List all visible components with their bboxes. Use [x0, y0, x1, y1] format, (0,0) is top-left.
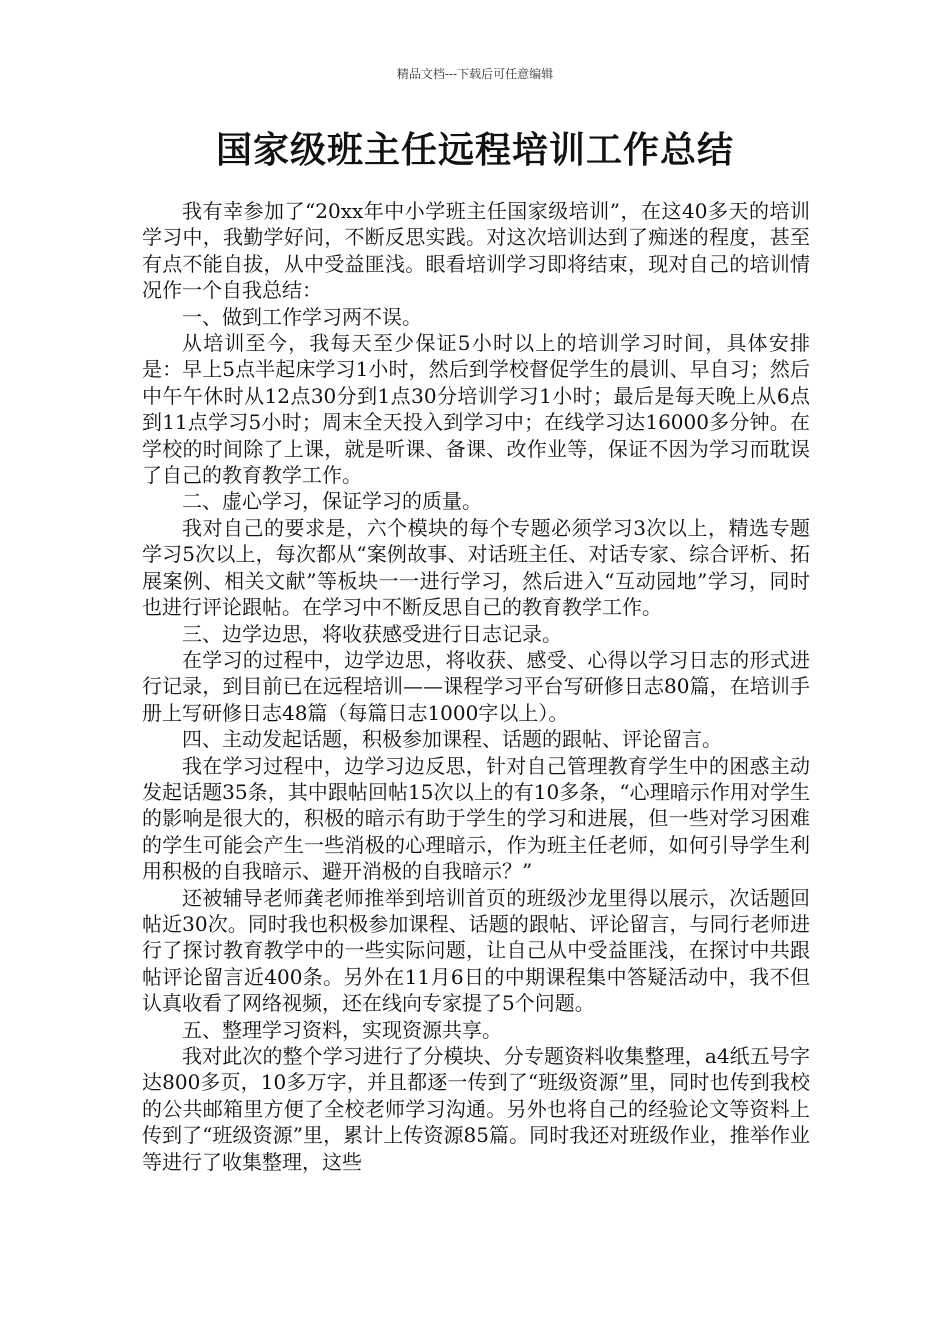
paragraph-4b: 还被辅导老师龚老师推举到培训首页的班级沙龙里得以展示，次话题回帖近30次。同时我也积极参加课程、话题的跟帖、评论留言，与同行老师进行了探讨教育教学中的一些实际问题，让自己从中受益匪浅，在探讨中共跟帖评论留言近400条。另外在11月6日的中期课程集中答疑活动中，我不但认真收看了网络视频，还在线向专家提了5个问题。	[142, 885, 810, 1016]
paragraph-4: 我在学习过程中，边学习边反思，针对自己管理教育学生中的困惑主动发起话题35条，其中跟帖回帖15次以上的有10多条，“心理暗示作用对学生的影响是很大的，积极的暗示有助于学生的学习和进展，但一些对学习困难的学生可能会产生一些消极的心理暗示，作为班主任老师，如何引导学生利用积极的自我暗示、避开消极的自我暗示？”	[142, 753, 810, 884]
paragraph-5: 我对此次的整个学习进行了分模块、分专题资料收集整理，a4纸五号字达800多页，10多万字，并且都逐一传到了“班级资源”里，同时也传到我校的公共邮箱里方便了全校老师学习沟通。另外也将自己的经验论文等资料上传到了“班级资源”里，累计上传资源85篇。同时我还对班级作业，推举作业等进行了收集整理，这些	[142, 1044, 810, 1174]
document-title: 国家级班主任远程培训工作总结	[215, 129, 734, 171]
paragraph-intro: 我有幸参加了“20xx年中小学班主任国家级培训”，在这40多天的培训学习中，我勤学好问，不断反思实践。对这次培训达到了痴迷的程度，甚至有点不能自拔，从中受益匪浅。眼看培训学习即将结束，现对自己的培训情况作一个自我总结：	[142, 199, 810, 303]
paragraph-3: 在学习的过程中，边学边思，将收获、感受、心得以学习日志的形式进行记录，到目前已在远程培训——课程学习平台写研修日志80篇，在培训手册上写研修日志48篇（每篇日志1000字以上）。	[142, 647, 810, 725]
header-note: 精品文档---下载后可任意编辑	[396, 67, 554, 81]
section-heading-2: 二、虚心学习，保证学习的质量。	[182, 489, 482, 514]
section-heading-3: 三、边学边思，将收获感受进行日志记录。	[182, 621, 562, 646]
section-heading-5: 五、整理学习资料，实现资源共享。	[182, 1017, 502, 1042]
paragraph-2: 我对自己的要求是，六个模块的每个专题必须学习3次以上，精选专题学习5次以上，每次都从“案例故事、对话班主任、对话专家、综合评析、拓展案例、相关文献”等板块一一进行学习，然后进入“互动园地”学习，同时也进行评论跟帖。在学习中不断反思自己的教育教学工作。	[142, 515, 810, 620]
section-heading-1: 一、做到工作学习两不误。	[182, 304, 422, 329]
section-heading-4: 四、主动发起话题，积极参加课程、话题的跟帖、评论留言。	[182, 727, 722, 752]
paragraph-1: 从培训至今，我每天至少保证5小时以上的培训学习时间，具体安排是：早上5点半起床学习1小时，然后到学校督促学生的晨训、早自习；然后中午午休时从12点30分到1点30分培训学习1小时；最后是每天晚上从6点到11点学习5小时；周末全天投入到学习中；在线学习达16000多分钟。在学校的时间除了上课，就是听课、备课、改作业等，保证不因为学习而耽误了自己的教育教学工作。	[142, 331, 810, 488]
document-body	[142, 198, 810, 1175]
